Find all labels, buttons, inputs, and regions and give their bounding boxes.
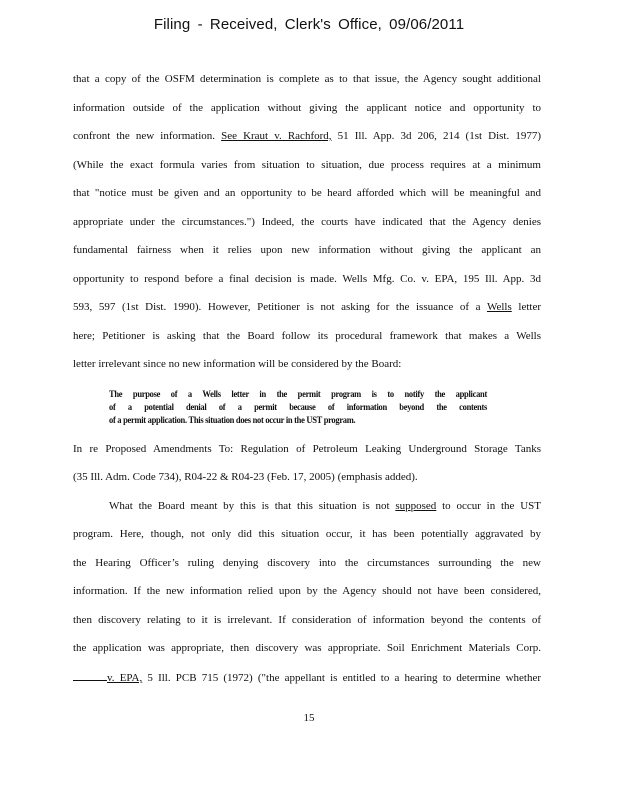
text-line: confront the new information. See Kraut v. Rachford, 51 Ill. App. 3d 206, 214 (1st Dist. 1977)	[73, 130, 541, 142]
citation-underlined: See Kraut v. Rachford,	[221, 130, 332, 142]
block-quote-line: The purpose of a Wells letter in the permit program is to notify the applicant	[109, 388, 487, 400]
text-line: opportunity to respond before a final decision is made. Wells Mfg. Co. v. EPA, 195 Ill. App. 3d	[73, 273, 541, 285]
text-line: 593, 597 (1st Dist. 1990). However, Petitioner is not asking for the issuance of a Wells letter	[73, 301, 541, 313]
block-quote-line: of a potential denial of a permit because of information beyond the contents	[109, 401, 487, 413]
text-line: program. Here, though, not only did this situation occur, it has been potentially aggravated by	[73, 528, 541, 540]
text-line: fundamental fairness when it relies upon new information without giving the applicant an	[73, 244, 541, 256]
block-quote-line: of a permit application. This situation does not occur in the UST program.	[109, 414, 356, 426]
text-line: then discovery relating to it is irrelevant. If consideration of information beyond the contents of	[73, 614, 541, 626]
text-line: appropriate under the circumstances.") Indeed, the courts have indicated that the Agency denies	[73, 216, 541, 228]
text-line: v. EPA, 5 Ill. PCB 715 (1972) ("the appellant is entitled to a hearing to determine whether	[73, 670, 541, 685]
text-line: (35 Ill. Adm. Code 734), R04-22 & R04-23 (Feb. 17, 2005) (emphasis added).	[73, 471, 418, 483]
emphasis-underlined: supposed	[395, 500, 437, 512]
citation-underlined: v. EPA,	[107, 672, 143, 684]
text-line: In re Proposed Amendments To: Regulation of Petroleum Leaking Underground Storage Tanks	[73, 443, 541, 455]
text-line: information. If the new information relied upon by the Agency should not have been considered,	[73, 585, 541, 597]
text-line: the Hearing Officer’s ruling denying discovery into the circumstances surrounding the new	[73, 557, 541, 569]
text-line: letter irrelevant since no new information will be considered by the Board:	[73, 358, 402, 370]
filing-stamp-header: Filing - Received, Clerk's Office, 09/06/2011	[153, 16, 465, 33]
text-line: that a copy of the OSFM determination is complete as to that issue, the Agency sought additional	[73, 73, 541, 85]
text-line: What the Board meant by this is that this situation is not supposed to occur in the UST	[109, 500, 542, 512]
underline-lead	[73, 670, 107, 681]
text-line: the application was appropriate, then discovery was appropriate. Soil Enrichment Materials Corp.	[73, 642, 541, 654]
text-line: that "notice must be given and an opportunity to be heard afforded which will be meaningful and	[73, 187, 541, 199]
text-line: information outside of the application without giving the applicant notice and opportunity to	[73, 102, 541, 114]
page-number: 15	[303, 712, 315, 724]
text-line: here; Petitioner is asking that the Board follow its procedural framework that makes a Wells	[73, 330, 541, 342]
text-line: (While the exact formula varies from situation to situation, due process requires at a minimum	[73, 159, 541, 171]
case-name-underlined: Wells	[486, 301, 512, 313]
